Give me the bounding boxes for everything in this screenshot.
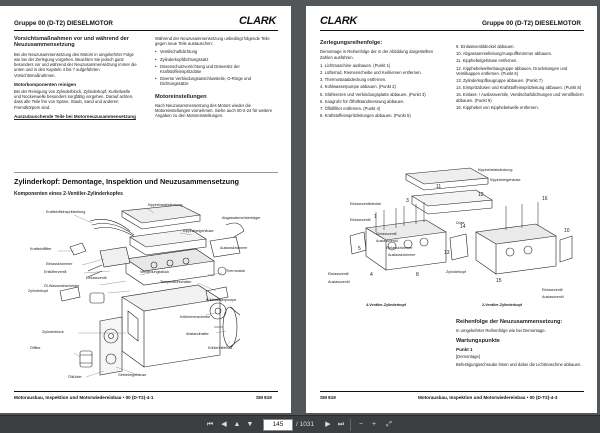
page-number-input[interactable]: 145 [263, 419, 293, 431]
section-title: Zylinderkopf: Demontage, Inspektion und Neuzusammensetzung [14, 177, 240, 186]
list-item: 5. Glühkerzen und Verbindungsplatte abbauen. (Punkt 3) [320, 91, 426, 97]
footer-rule [320, 391, 584, 392]
label-cylinder-block: Zylinderblock [42, 330, 64, 334]
precautions-heading: Vorsichtsmaßnahmen vor und während der Neuzusammensetzung [14, 36, 129, 49]
last-page-icon[interactable]: ⏭ [337, 421, 345, 428]
engine-exploded-diagram [30, 201, 270, 386]
caption-4-valve-head: 4-Ventiler-Zylinderkopf [366, 303, 406, 307]
label-rocker-cover: Kipphebelabdeckung [478, 168, 513, 172]
list-item: 4. Kühlwasserpumpe abbauen. (Punkt 2) [320, 84, 396, 90]
svg-text:12: 12 [478, 192, 484, 198]
zoom-in-icon[interactable]: + [371, 421, 377, 428]
label-radiator-fan: Kühlerlüfterrad [208, 346, 233, 350]
list-item: 1. Lichtmaschine ausbauen. (Punkt 1) [320, 62, 391, 68]
list-item: • Düsenschutzvorrichtung und Düsensitz der Kraftstoffeinspritzdüse [155, 64, 279, 74]
list-item: 15. Einlass- / Auslassventile, Ventilschaftdichtungen und Ventilfedern abbauen. (Punkt 9) [456, 92, 584, 103]
label-fuel-filter: Kraftstofffilter [30, 247, 52, 251]
list-item: 11. Kipphebelgehäuse entfernen. [456, 58, 518, 64]
label-exhaust-heat-exchanger: Abgaswärmeüberträger [222, 216, 261, 220]
list-item: 13. Zylinderkopfbaugruppe abbauen. (Punkt 7) [456, 78, 543, 84]
right-column-1 [320, 40, 446, 118]
next-page-icon[interactable]: ▶ [325, 421, 331, 428]
list-item: 12. Kipphebelwellenbaugruppe abbauen, Druckstangen und Ventilkappen entfernen. (Punkt 6) [456, 65, 568, 76]
precautions-text: Bei der Neuzusammensetzung des Motors in umgekehrter Folge wie bei der Zerlegung vorgehen. Beachten Sie jedoch ganz besonders vor und während der Neuzusammensetzung immer die unten und in den Kapiteln 4 bis 7 aufgeführten Vorsichtsmaßnahmen. [14, 51, 137, 78]
maintenance-heading: Wartungspunkte [456, 337, 500, 344]
disassembly-heading: Zerlegungsreihenfolge: [320, 40, 383, 46]
label-intake-valve: Einlassventil [350, 218, 371, 222]
zoom-out-icon[interactable]: − [358, 421, 364, 428]
footer-rule [14, 391, 278, 392]
list-item: 3. Thermostatabdeckung entfernen. [320, 77, 387, 83]
replace-parts-heading: Auszutauschende Teile bei Motorneuzusammensetzung [14, 113, 136, 119]
list-item: 16. Kipphebel von Kipphebelwelle entfernen. [456, 104, 539, 110]
label-exhaust-valve-3: Auslassventil [542, 295, 564, 299]
page-header: Gruppe 00 (D-T2) DIESELMOTOR [14, 20, 113, 27]
svg-text:13: 13 [444, 250, 450, 256]
page-up-icon[interactable]: ▲ [233, 421, 241, 428]
label-rocker-housing: Kipphebelgehäuse [183, 229, 214, 233]
svg-text:3: 3 [406, 198, 409, 204]
label-intake-valve-4: Einlassventil [542, 288, 563, 292]
pdf-viewer-toolbar [0, 415, 600, 433]
page-footer: Motorausbau, Inspektion und Motorwiedereinbau • 00 (D-T2)-4-3 [418, 395, 558, 400]
caption-2-valve-head: 2-Ventiler-Zylinderkopf [482, 303, 522, 307]
right-page [306, 6, 597, 413]
svg-text:4: 4 [370, 272, 373, 278]
list-item: 7. Ölfüllfilter entfernen. (Punkt 4) [320, 106, 381, 112]
left-page [0, 6, 291, 413]
components-heading: Komponenten eines 2-Ventiler-Zylinderkopfes [14, 191, 123, 197]
header-rule [320, 30, 584, 31]
label-intake-manifold: Einlasskrümmer [46, 262, 73, 266]
reassembly-section [456, 319, 586, 368]
header-rule [14, 30, 278, 31]
label-coolant-pump: Kühlwasserpumpe [206, 298, 237, 302]
label-exhaust-valve-2: Auslassventil [328, 280, 350, 284]
label-intake-manifold: Einlasskrümmer [386, 246, 413, 250]
label-oil-water-separator: Öl-Wasserabscheider [44, 284, 80, 288]
point-text: Befestigungsschraube lösen und dabei die Lichtmaschine abbauen. [456, 362, 582, 368]
section-rule [14, 172, 278, 173]
label-spacer: Abstandhalter [186, 332, 209, 336]
page-total: / 1031 [296, 421, 315, 428]
label-rocker-cover: Kipphebelabdeckung [148, 203, 183, 207]
left-column-2 [155, 36, 279, 119]
clark-logo: CLARK [320, 15, 357, 27]
list-item: 9. Einlassventildeckel abbauen. [456, 44, 515, 49]
label-rocker-housing: Kipphebelgehäuse [490, 178, 521, 182]
label-cylinder-head: Zylinderkopf [28, 289, 49, 293]
fit-page-icon[interactable]: ⤢ [386, 421, 392, 428]
clark-logo: CLARK [239, 15, 276, 27]
list-item: • Ventilschaftdichtung [155, 49, 279, 54]
label-oil-filter: Ölfilter [30, 346, 41, 350]
label-v-belt-pulley: Keilriemenscheibe [180, 315, 211, 319]
replace-list [155, 49, 279, 86]
list-item: • Zylinderkopfdichtungssatz [155, 57, 279, 62]
svg-text:16: 16 [542, 196, 548, 202]
label-intake-cover: Einlassventildeckel [350, 202, 382, 206]
cleaning-heading: Motorkomponenten reinigen [14, 81, 77, 87]
label-exhaust-manifold: Auslasskrümmer [388, 253, 416, 257]
point-heading: Punkt 1 [456, 347, 473, 353]
replace-intro: Während der Neuzusammensetzung unbedingt folgende Teile gegen neue Teile austauschen: [155, 36, 270, 47]
toolbar-separator [350, 419, 351, 431]
page-number: SM 819 [256, 395, 272, 400]
label-connector: Verbindungsstück [140, 270, 170, 274]
page-down-icon[interactable]: ▼ [246, 421, 254, 428]
page-number: SM 819 [320, 395, 336, 400]
right-column-2 [456, 44, 586, 110]
label-gear-case: Getriebegehäuse [118, 373, 147, 377]
list-item: 6. Saugrohr für Ölfüllstandmessung abbauen. [320, 98, 405, 104]
label-thermostat: Thermostat [226, 269, 245, 273]
left-column-1 [14, 36, 138, 119]
page-header: Gruppe 00 (D-T2) DIESELMOTOR [482, 20, 581, 27]
list-item: 2. Lüfterrad, Riemenscheibe und Keilriemen entfernen. [320, 70, 422, 76]
svg-text:5: 5 [358, 246, 361, 252]
svg-text:15: 15 [496, 278, 502, 284]
prev-page-icon[interactable]: ◀ [221, 421, 227, 428]
svg-text:14: 14 [460, 224, 466, 230]
label-exhaust-valve: Auslassventil [376, 239, 398, 243]
label-cylinder-head: Zylinderkopf [446, 270, 467, 274]
label-breather-valve: Entlüfterventil [44, 270, 67, 274]
bracket-label: [Demontage] [456, 354, 480, 360]
label-temperature-switch: Temperaturschalter [160, 280, 192, 284]
label-intake-valve: Einlassventil [86, 276, 107, 280]
reassembly-text: In umgekehrter Reihenfolge wie bei Demontage. [456, 328, 546, 334]
svg-text:1: 1 [374, 214, 377, 220]
list-item: 8. Kraftstoffeinspritzleitungen abbauen. (Punkt 5) [320, 113, 411, 119]
svg-text:10: 10 [564, 228, 570, 234]
label-oil-cooler: Ölkühler [68, 375, 82, 379]
svg-text:11: 11 [436, 184, 442, 190]
settings-text: Nach Neuzusammensetzung des Motors wieder die Motoreinstellungen vornehmen. Siehe auch 00-2-24 für weitere Angaben zu den Motoreinstellungen. [155, 103, 273, 119]
cleaning-text: Bei der Reinigung von Zylinderblock, Zylinderkopf, Kurbelwelle und Nockenwelle besonders sorgfältig vorgehen. Darauf achten, dass alle Teile frei von Späne, Staub, Sand und anderen Fremdkörpern sind. [14, 89, 134, 110]
list-item: 14. Einspritzdüsen und Kraftstoffeinspritzleitung abbauen. (Punkt 8) [456, 85, 582, 91]
label-nozzle: Düse [456, 221, 465, 225]
label-injection-line: Kraftstoffeinspritzleitung [46, 210, 86, 214]
disassembly-intro: Demontage in Reihenfolge der in der Abbildung dargestellten Zahlen ausführen. [320, 49, 434, 60]
label-intake-valve-2: Einlassventil [376, 232, 397, 236]
list-item: • Diverse Verbindungsanschlussteile, O-Ringe und Dichtungssätze [155, 76, 279, 86]
settings-heading: Motoreinstellungen [155, 93, 207, 100]
reassembly-heading: Reihenfolge der Neuzusammensetzung: [456, 319, 563, 325]
svg-text:8: 8 [416, 272, 419, 278]
label-intake-valve-3: Einlassventil [328, 272, 349, 276]
cylinder-head-diagram [346, 166, 576, 306]
page-footer: Motorausbau, Inspektion und Motorwiedereinbau • 00 (D-T2)-4-1 [14, 395, 154, 400]
first-page-icon[interactable]: ⏮ [206, 421, 214, 428]
label-exhaust-manifold: Auslasskrümmer [220, 246, 248, 250]
list-item: 10. Abgassammelleitung/Auspuffkrümmer abbauen. [456, 51, 553, 57]
